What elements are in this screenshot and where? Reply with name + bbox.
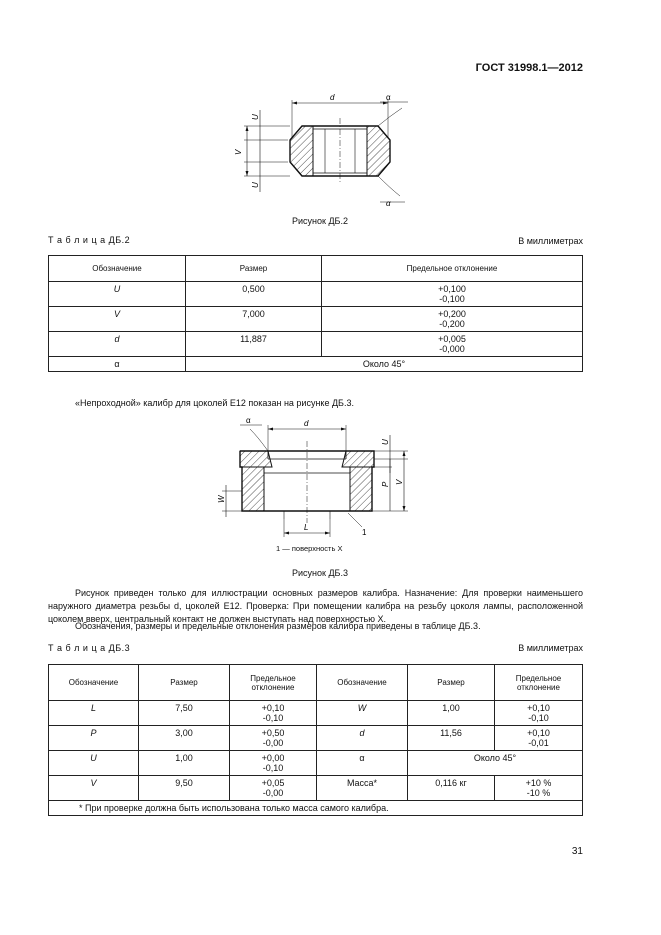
fig3-legend: 1 — поверхность X [276, 544, 343, 553]
table-row [49, 282, 583, 307]
t3-header: Обозначение [49, 665, 139, 701]
paragraph-table-ref: Обозначения, размеры и предельные отклонения размеров калибра приведены в таблице ДБ.3. [75, 621, 481, 631]
table-row: P 3,00 +0,50 -0,00 d 11,56 +0,10 -0,01 [49, 726, 583, 751]
t2-symbol: V [49, 307, 186, 332]
table-footnote-row [49, 801, 583, 816]
fig2-label-d: d [330, 93, 335, 102]
t2-alpha-value: Около 45° [186, 357, 583, 372]
table-row: V 9,50 +0,05 -0,00 Масса* 0,116 кг +10 % -10 % [49, 776, 583, 801]
standard-number: ГОСТ 31998.1—2012 [475, 62, 583, 74]
t2-symbol: α [49, 357, 186, 372]
fig3-label-u: U [381, 439, 390, 445]
table-row [49, 357, 583, 372]
t2-header: Размер [186, 256, 322, 282]
fig3-label-alpha: α [246, 416, 251, 425]
t2-tolerance: +0,200 -0,200 [322, 307, 583, 332]
fig3-label-l: L [304, 523, 309, 532]
t2-size: 0,500 [186, 282, 322, 307]
t2-tolerance: +0,100 -0,100 [322, 282, 583, 307]
figure-db2 [230, 88, 410, 210]
t2-symbol: U [49, 282, 186, 307]
fig2-label-u-bottom: U [251, 182, 260, 188]
table2-units: В миллиметрах [518, 236, 583, 246]
table2-title: Т а б л и ц а ДБ.2 [48, 235, 131, 245]
svg-text:α: α [386, 199, 391, 208]
fig3-label-d: d [304, 419, 309, 428]
paragraph-purpose: Рисунок приведен только для иллюстрации основных размеров калибра. Назначение: Для проверки наименьшего наружного диаметра резьбы d, цоколей E12. Проверка: При помещении калибра на резьбу цоколя лампы, расположенной цоколем вверх, центральный контакт не должен выступать над поверхностью X. [48, 588, 583, 624]
figure-db3 [210, 415, 430, 560]
t3-header: Размер [139, 665, 230, 701]
fig3-label-p: P [381, 481, 390, 487]
table3-footnote: * При проверке должна быть использована только масса самого калибра. [49, 801, 583, 816]
table-row: L 7,50 +0,10 -0,10 W 1,00 +0,10 -0,10 [49, 701, 583, 726]
fig3-label-1: 1 [362, 528, 367, 537]
fig2-label-v: V [234, 149, 243, 155]
fig3-label-v: V [395, 479, 404, 485]
fig2-caption: Рисунок ДБ.2 [292, 216, 348, 226]
t2-header: Обозначение [49, 256, 186, 282]
table3-units: В миллиметрах [518, 643, 583, 653]
t2-size: 11,887 [186, 332, 322, 357]
t3-header: Предельное отклонение [230, 665, 317, 701]
table-row [49, 307, 583, 332]
table-db3 [48, 664, 583, 816]
page-number: 31 [571, 846, 583, 857]
t3-header: Размер [408, 665, 495, 701]
table3-title: Т а б л и ц а ДБ.3 [48, 643, 131, 653]
t2-tolerance: +0,005 -0,000 [322, 332, 583, 357]
t2-size: 7,000 [186, 307, 322, 332]
fig2-label-alpha: α [386, 93, 391, 102]
table-row [49, 332, 583, 357]
t2-symbol: d [49, 332, 186, 357]
t3-header: Предельное отклонение [495, 665, 583, 701]
t2-header: Предельное отклонение [322, 256, 583, 282]
fig3-label-w: W [217, 495, 226, 503]
intro-text: «Непроходной» калибр для цоколей E12 показан на рисунке ДБ.3. [75, 398, 354, 408]
table-row: U 1,00 +0,00 -0,10 α Около 45° [49, 751, 583, 776]
t3-header: Обозначение [317, 665, 408, 701]
fig2-label-u-top: U [251, 114, 260, 120]
fig3-caption: Рисунок ДБ.3 [292, 568, 348, 578]
table-db2 [48, 255, 583, 372]
